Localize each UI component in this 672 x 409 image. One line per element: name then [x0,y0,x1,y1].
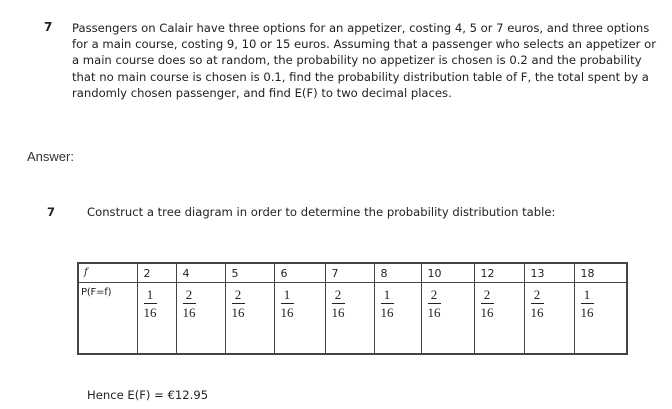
f-value: 2 [143,267,151,280]
p-cell [421,283,474,355]
answer-label: Answer: [27,149,74,164]
p-cell [524,283,574,355]
f-cell [137,263,176,283]
numerator: 2 [533,287,541,302]
denominator: 16 [182,305,196,320]
f-value: 18 [580,267,595,280]
denominator: 16 [231,305,245,320]
denominator: 16 [427,305,441,320]
solution-number: 7 [47,205,56,219]
f-value: 7 [331,267,339,280]
p-cell [574,283,627,355]
p-cell [176,283,225,355]
probability-distribution-table [77,262,628,355]
p-cell [225,283,274,355]
probability-fraction [332,288,345,319]
f-header: f [84,267,88,278]
p-cell [274,283,325,355]
probability-fraction [144,288,157,319]
probability-fraction [428,288,441,319]
f-value: 10 [427,267,442,280]
denominator: 16 [380,305,394,320]
probability-fraction [232,288,245,319]
f-value: 12 [480,267,495,280]
probability-fraction [481,288,494,319]
denominator: 16 [580,305,594,320]
expected-value-result: Hence E(F) = €12.95 [87,388,209,402]
numerator: 2 [483,287,491,302]
probability-fraction [531,288,544,319]
f-value: 5 [231,267,239,280]
f-value: 6 [280,267,288,280]
p-header-cell [78,283,137,355]
p-cell [374,283,421,355]
denominator: 16 [143,305,157,320]
numerator: 2 [234,287,242,302]
f-value: 8 [380,267,388,280]
p-cell [137,283,176,355]
f-value: 4 [182,267,190,280]
p-cell [474,283,524,355]
question-number: 7 [44,20,53,34]
f-cell [225,263,274,283]
table-row-f [78,263,627,283]
table-row-probability [78,283,627,355]
numerator: 1 [583,287,591,302]
numerator: 2 [430,287,438,302]
f-cell [421,263,474,283]
numerator: 2 [334,287,342,302]
probability-fraction [281,288,294,319]
probability-fraction [381,288,394,319]
question-text: Passengers on Calair have three options for an appetizer, costing 4, 5 or 7 euros, and three options for a main course, costing 9, 10 or 15 euros. Assuming that a passenger who selects an appetizer or a main course does so at random, the probability no appetizer is chosen is 0.2 and the probability that no main course is chosen is 0.1, find the probability distribution table of F, the total spent by a randomly chosen passenger, and find E(F) to two decimal places. [72,21,656,100]
denominator: 16 [331,305,345,320]
numerator: 1 [146,287,154,302]
numerator: 1 [383,287,391,302]
numerator: 1 [283,287,291,302]
f-cell [474,263,524,283]
f-cell [274,263,325,283]
f-cell [574,263,627,283]
f-header-cell [78,263,137,283]
p-header: P(F=f) [81,287,112,298]
f-cell [176,263,225,283]
numerator: 2 [185,287,193,302]
solution-instruction: Construct a tree diagram in order to determine the probability distribution table: [87,205,556,219]
denominator: 16 [480,305,494,320]
denominator: 16 [280,305,294,320]
f-value: 13 [530,267,545,280]
f-cell [374,263,421,283]
f-cell [524,263,574,283]
f-cell [325,263,374,283]
p-cell [325,283,374,355]
probability-fraction [581,288,594,319]
denominator: 16 [530,305,544,320]
probability-fraction [183,288,196,319]
